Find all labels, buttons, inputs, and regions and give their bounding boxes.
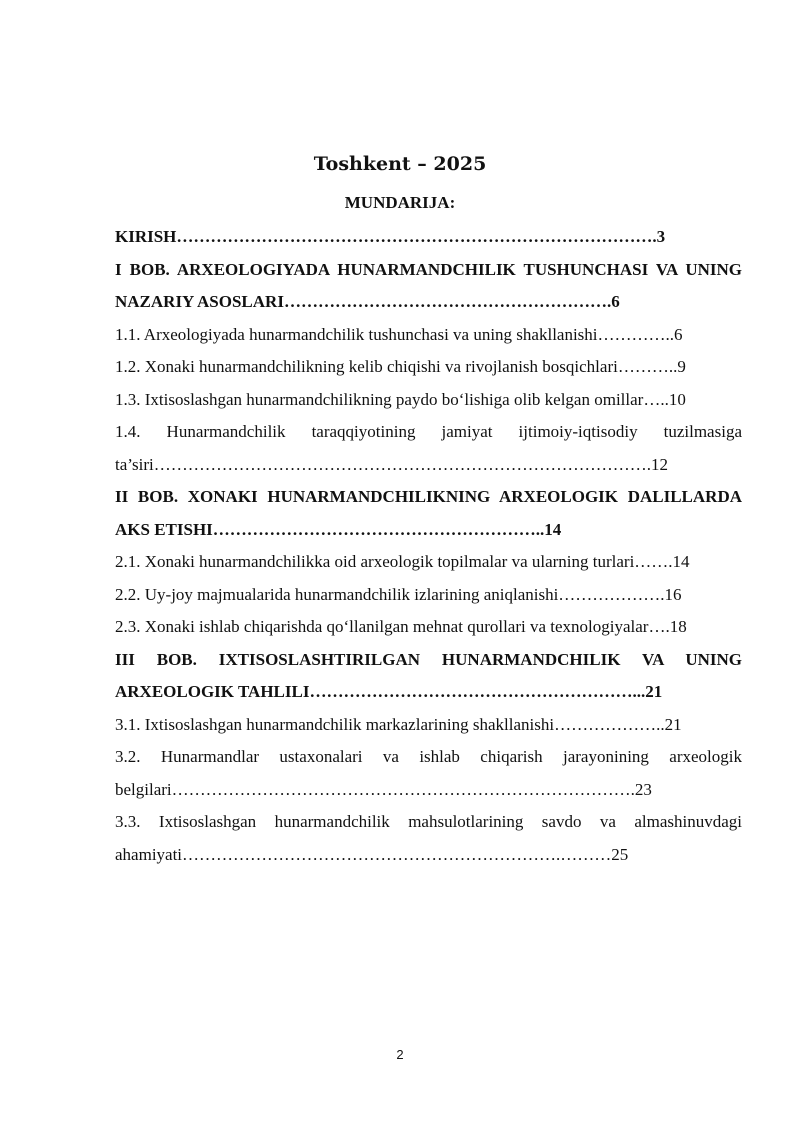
toc-section-entry: 2.1. Xonaki hunarmandchilikka oid arxeologik topilmalar va ularning turlari…….14 xyxy=(115,552,690,571)
toc-section-entry: 3.2. Hunarmandlar ustaxonalari va ishlab chiqarish jarayonining arxeologik belgilari……………………………………………………………………….23 xyxy=(115,747,742,799)
toc-section-entry: 1.3. Ixtisoslashgan hunarmandchilikning paydo bo‘lishiga olib kelgan omillar…..10 xyxy=(115,389,686,409)
toc-section-entry: 3.3. Ixtisoslashgan hunarmandchilik mahsulotlarining savdo va almashinuvdagi ahamiyati………………………………………………………….………25 xyxy=(115,812,742,864)
city-year: Toshkent – 2025 xyxy=(313,153,487,175)
toc-chapter-entry: II BOB. XONAKI HUNARMANDCHILIKNING ARXEOLOGIK DALILLARDA AKS ETISHI…………………………………………………..14 xyxy=(115,487,742,539)
page-number: 2 xyxy=(396,1047,404,1062)
toc-chapter-entry: KIRISH………………………………………………………………………….3 xyxy=(115,227,666,246)
toc-section-entry: 1.1. Arxeologiyada hunarmandchilik tushunchasi va uning shakllanishi…………..6 xyxy=(115,324,683,344)
table-of-contents xyxy=(115,221,742,871)
toc-section-entry: 2.2. Uy-joy majmualarida hunarmandchilik izlarining aniqlanishi……………….16 xyxy=(115,584,682,604)
toc-heading: MUNDARIJA: xyxy=(344,193,456,212)
toc-section-entry: 1.2. Xonaki hunarmandchilikning kelib chiqishi va rivojlanish bosqichlari………..9 xyxy=(115,357,686,376)
toc-section-entry: 3.1. Ixtisoslashgan hunarmandchilik markazlarining shakllanishi………………..21 xyxy=(115,714,682,734)
toc-section-entry: 1.4. Hunarmandchilik taraqqiyotining jamiyat ijtimoiy-iqtisodiy tuzilmasiga ta’siri…………………………………………………………………………….12 xyxy=(115,422,742,474)
toc-chapter-entry: III BOB. IXTISOSLASHTIRILGAN HUNARMANDCHILIK VA UNING ARXEOLOGIK TAHLILI…………………………………………………...21 xyxy=(115,649,742,701)
toc-section-entry: 2.3. Xonaki ishlab chiqarishda qo‘llanilgan mehnat qurollari va texnologiyalar….18 xyxy=(115,617,687,636)
toc-chapter-entry: I BOB. ARXEOLOGIYADA HUNARMANDCHILIK TUSHUNCHASI VA UNING NAZARIY ASOSLARI………………………………………………….6 xyxy=(115,259,742,311)
